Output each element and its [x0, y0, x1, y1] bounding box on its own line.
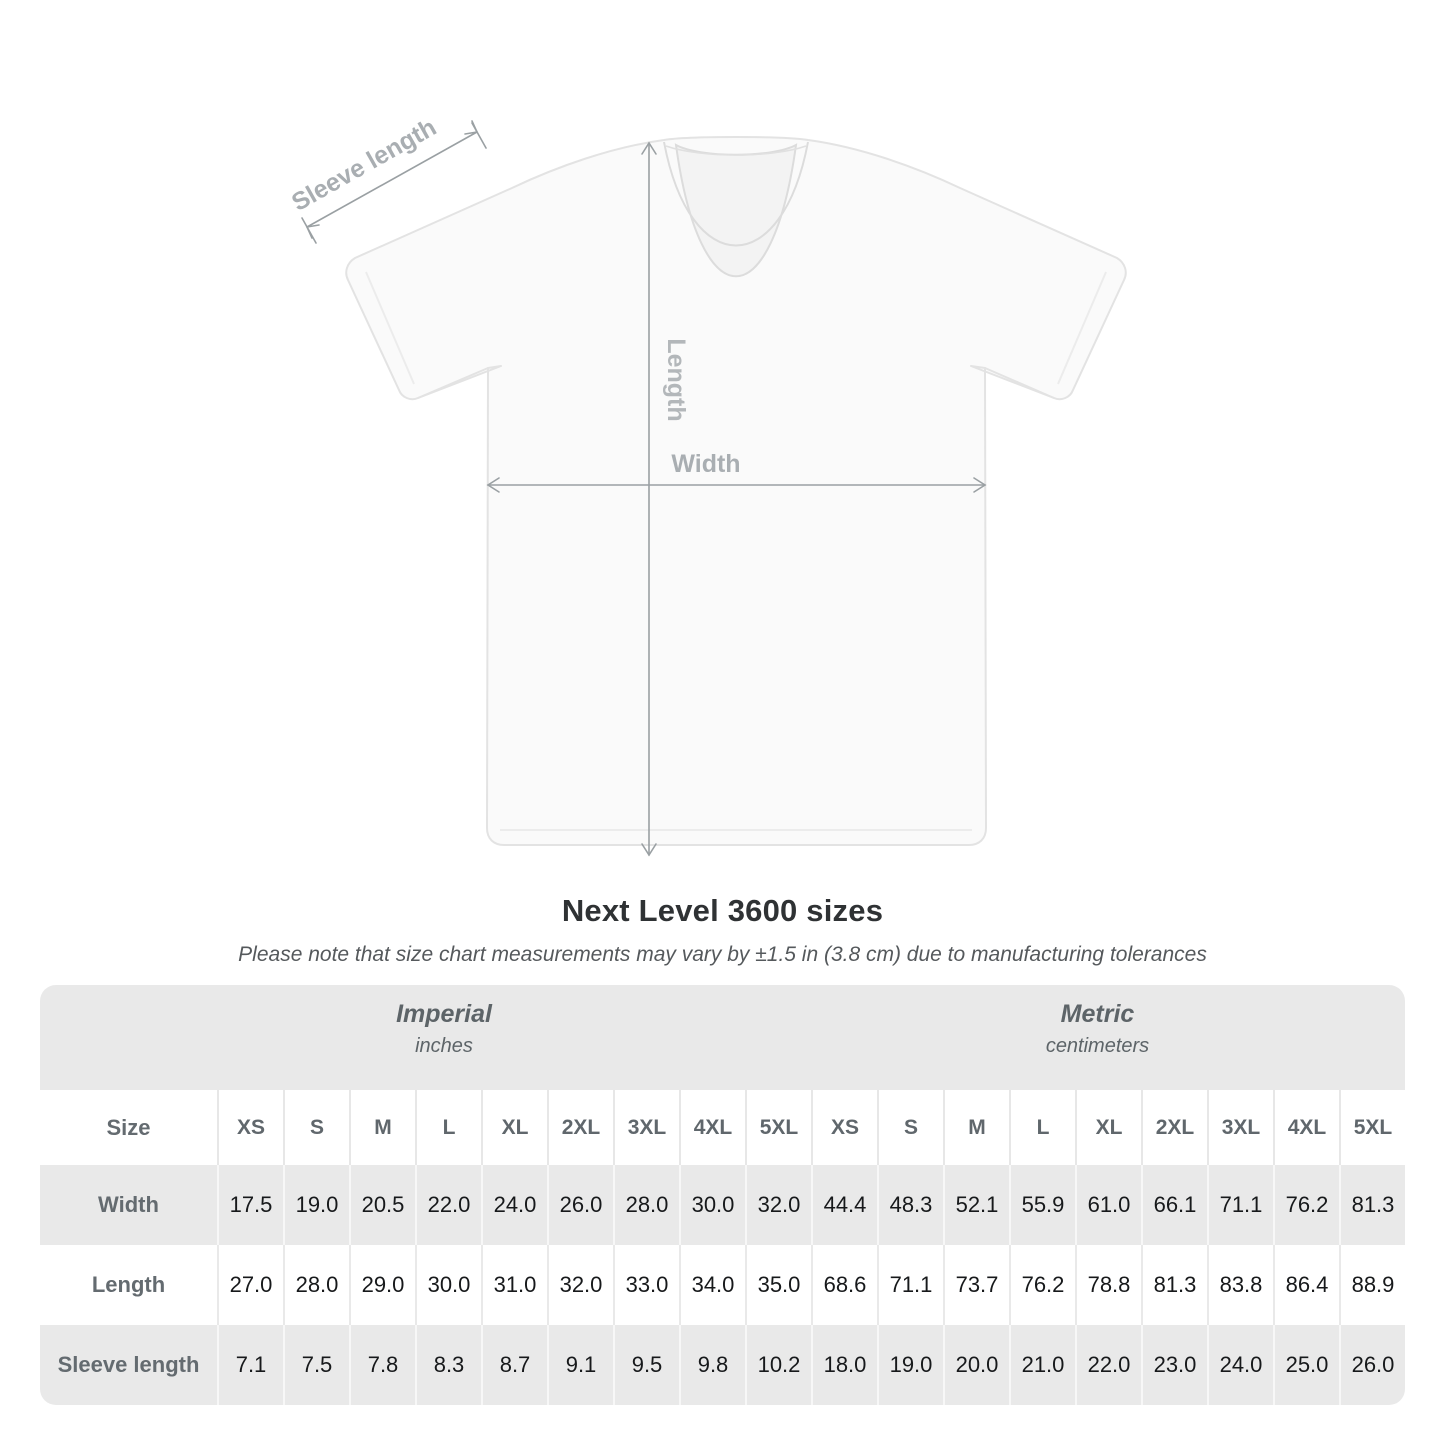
table-cell: 68.6: [811, 1245, 877, 1325]
size-chart-note: Please note that size chart measurements may vary by ±1.5 in (3.8 cm) due to manufacturing tolerances: [238, 943, 1207, 966]
table-cell: 18.0: [811, 1325, 877, 1405]
table-cell: 31.0: [481, 1245, 547, 1325]
size-column-header: M: [943, 1090, 1009, 1165]
size-column-header: 3XL: [613, 1090, 679, 1165]
size-column-header: XL: [481, 1090, 547, 1165]
table-cell: 81.3: [1141, 1245, 1207, 1325]
table-cell: 88.9: [1339, 1245, 1405, 1325]
table-body: [40, 1165, 1405, 1405]
table-cell: 81.3: [1339, 1165, 1405, 1245]
table-cell: 19.0: [877, 1325, 943, 1405]
table-cell: 23.0: [1141, 1325, 1207, 1405]
table-cell: 9.5: [613, 1325, 679, 1405]
table-cell: 32.0: [745, 1165, 811, 1245]
table-cell: 33.0: [613, 1245, 679, 1325]
table-cell: 48.3: [877, 1165, 943, 1245]
table-cell: 32.0: [547, 1245, 613, 1325]
size-column-header: S: [283, 1090, 349, 1165]
table-cell: 7.8: [349, 1325, 415, 1405]
imperial-sublabel: inches: [415, 1035, 473, 1057]
table-cell: 24.0: [1207, 1325, 1273, 1405]
size-table: [40, 985, 1405, 1405]
tshirt-image: [346, 137, 1126, 845]
length-label: Length: [662, 338, 690, 422]
table-cell: 66.1: [1141, 1165, 1207, 1245]
table-cell: 73.7: [943, 1245, 1009, 1325]
size-column-header: XS: [217, 1090, 283, 1165]
metric-sublabel: centimeters: [1045, 1035, 1150, 1057]
table-cell: 44.4: [811, 1165, 877, 1245]
table-cell: 8.3: [415, 1325, 481, 1405]
table-cell: 26.0: [1339, 1325, 1405, 1405]
table-cell: 30.0: [679, 1165, 745, 1245]
table-cell: 19.0: [283, 1165, 349, 1245]
table-cell: 78.8: [1075, 1245, 1141, 1325]
size-column-header: 4XL: [1273, 1090, 1339, 1165]
table-cell: 22.0: [415, 1165, 481, 1245]
table-cell: 20.0: [943, 1325, 1009, 1405]
table-cell: 34.0: [679, 1245, 745, 1325]
table-cell: 28.0: [283, 1245, 349, 1325]
size-column-header: 5XL: [1339, 1090, 1405, 1165]
table-cell: 76.2: [1273, 1165, 1339, 1245]
width-label: Width: [671, 450, 741, 478]
table-cell: 86.4: [1273, 1245, 1339, 1325]
table-cell: 9.1: [547, 1325, 613, 1405]
table-cell: 52.1: [943, 1165, 1009, 1245]
table-cell: 17.5: [217, 1165, 283, 1245]
table-row: [40, 1325, 1405, 1405]
table-cell: 21.0: [1009, 1325, 1075, 1405]
table-cell: 83.8: [1207, 1245, 1273, 1325]
table-cell: 10.2: [745, 1325, 811, 1405]
table-cell: 9.8: [679, 1325, 745, 1405]
table-cell: 25.0: [1273, 1325, 1339, 1405]
size-column-header: XS: [811, 1090, 877, 1165]
metric-label: Metric: [1060, 1000, 1135, 1028]
table-cell: 24.0: [481, 1165, 547, 1245]
size-column-header: 2XL: [547, 1090, 613, 1165]
table-cell: 7.1: [217, 1325, 283, 1405]
table-cell: 61.0: [1075, 1165, 1141, 1245]
table-row: [40, 1245, 1405, 1325]
sleeve-length-label: Sleeve length: [287, 113, 442, 217]
table-cell: 35.0: [745, 1245, 811, 1325]
size-chart-title: Next Level 3600 sizes: [561, 893, 884, 928]
table-cell: 30.0: [415, 1245, 481, 1325]
table-cell: 71.1: [877, 1245, 943, 1325]
size-column-header: L: [1009, 1090, 1075, 1165]
table-row: [40, 1165, 1405, 1245]
table-cell: 71.1: [1207, 1165, 1273, 1245]
size-header-cell: Size: [106, 1114, 151, 1140]
row-label: Length: [91, 1272, 166, 1297]
table-cell: 76.2: [1009, 1245, 1075, 1325]
size-header-row: [40, 1090, 1405, 1165]
size-column-header: XL: [1075, 1090, 1141, 1165]
size-column-header: S: [877, 1090, 943, 1165]
size-column-header: 4XL: [679, 1090, 745, 1165]
table-cell: 20.5: [349, 1165, 415, 1245]
row-label: Width: [98, 1192, 159, 1217]
unit-header-band: [40, 985, 1405, 1090]
size-column-header: M: [349, 1090, 415, 1165]
table-cell: 27.0: [217, 1245, 283, 1325]
size-column-header: 2XL: [1141, 1090, 1207, 1165]
table-cell: 55.9: [1009, 1165, 1075, 1245]
imperial-label: Imperial: [396, 1000, 492, 1028]
table-cell: 28.0: [613, 1165, 679, 1245]
size-column-header: 5XL: [745, 1090, 811, 1165]
row-label: Sleeve length: [57, 1352, 200, 1377]
metric-header: [815, 985, 1380, 1090]
size-column-header: L: [415, 1090, 481, 1165]
size-column-header: 3XL: [1207, 1090, 1273, 1165]
table-cell: 7.5: [283, 1325, 349, 1405]
table-cell: 22.0: [1075, 1325, 1141, 1405]
imperial-header: [40, 985, 848, 1090]
table-cell: 26.0: [547, 1165, 613, 1245]
table-cell: 8.7: [481, 1325, 547, 1405]
table-cell: 29.0: [349, 1245, 415, 1325]
